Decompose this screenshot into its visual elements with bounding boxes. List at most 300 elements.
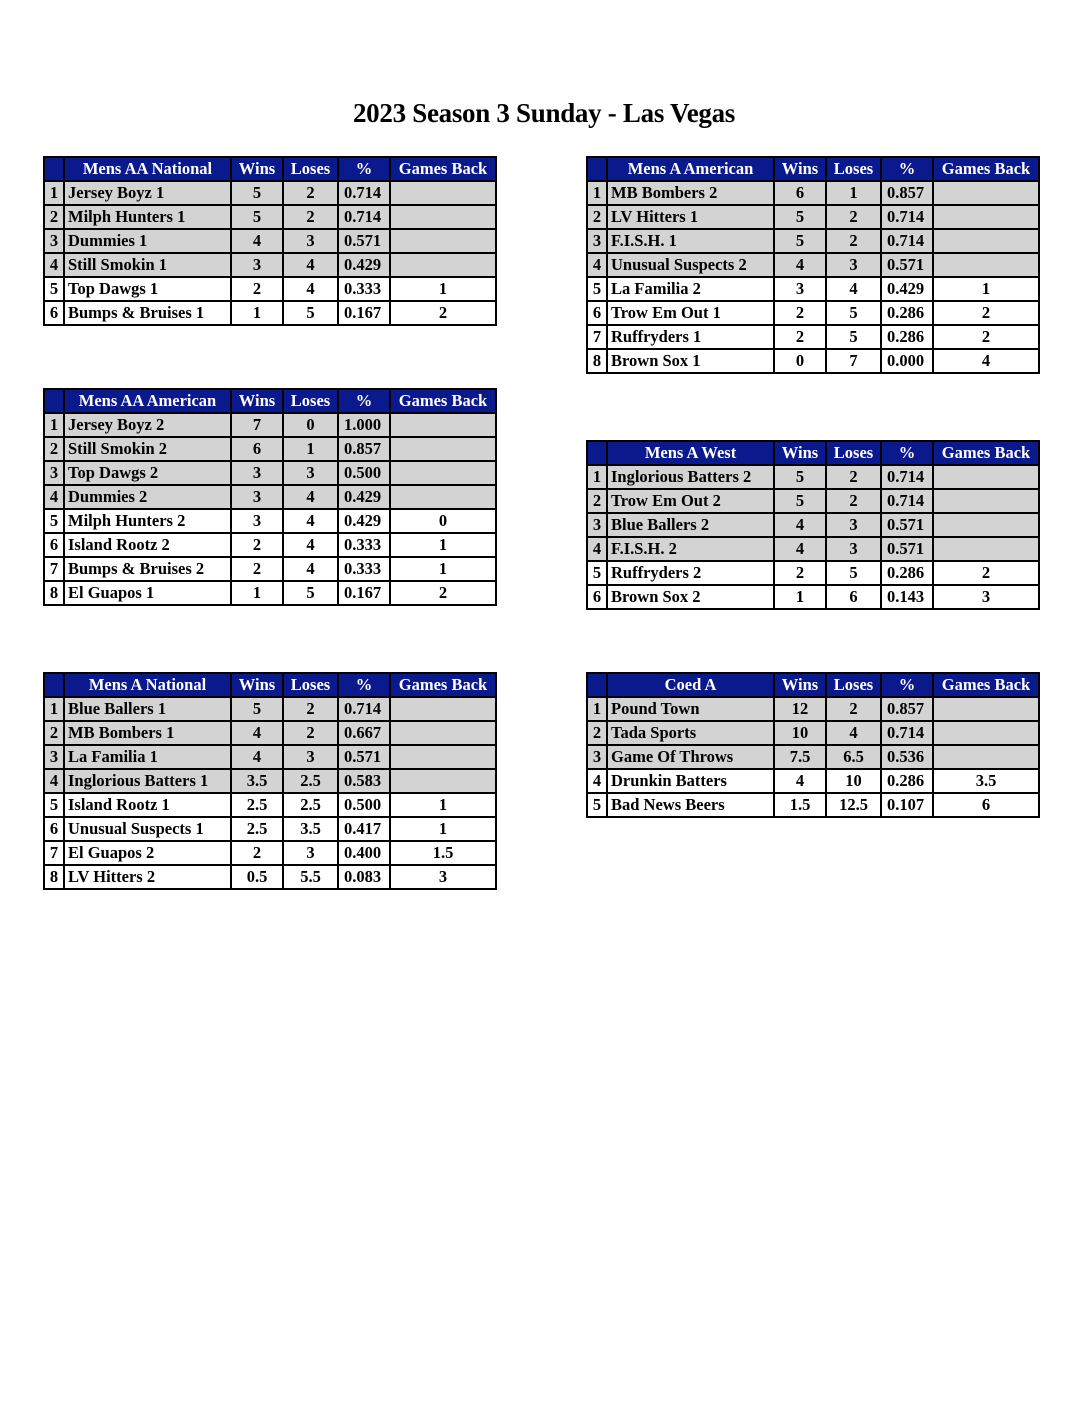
team-name-cell: MB Bombers 2 bbox=[607, 181, 774, 205]
team-name-cell: F.I.S.H. 2 bbox=[607, 537, 774, 561]
table-row bbox=[44, 301, 496, 325]
pct-cell: 1.000 bbox=[338, 413, 390, 437]
pct-header: % bbox=[338, 389, 390, 413]
team-name-cell: Still Smokin 2 bbox=[64, 437, 231, 461]
header-blank bbox=[587, 673, 607, 697]
team-name-cell: Inglorious Batters 1 bbox=[64, 769, 231, 793]
wins-cell: 6 bbox=[231, 437, 283, 461]
team-name-cell: Top Dawgs 2 bbox=[64, 461, 231, 485]
table-row bbox=[44, 205, 496, 229]
wins-cell: 5 bbox=[774, 489, 826, 513]
pct-cell: 0.429 bbox=[881, 277, 933, 301]
table-row bbox=[587, 181, 1039, 205]
games-back-cell bbox=[390, 485, 496, 509]
loses-cell: 6.5 bbox=[826, 745, 881, 769]
games-back-cell bbox=[933, 537, 1039, 561]
division-name: Mens AA National bbox=[64, 157, 231, 181]
wins-cell: 3 bbox=[774, 277, 826, 301]
rank-cell: 5 bbox=[587, 561, 607, 585]
loses-cell: 5 bbox=[283, 581, 338, 605]
games-back-cell: 2 bbox=[933, 301, 1039, 325]
games-back-cell bbox=[390, 253, 496, 277]
rank-cell: 2 bbox=[587, 489, 607, 513]
pct-cell: 0.286 bbox=[881, 301, 933, 325]
games-back-cell bbox=[933, 745, 1039, 769]
table-row bbox=[44, 437, 496, 461]
loses-cell: 2 bbox=[826, 205, 881, 229]
wins-cell: 2.5 bbox=[231, 817, 283, 841]
games-back-cell: 1 bbox=[390, 277, 496, 301]
loses-cell: 5 bbox=[283, 301, 338, 325]
loses-cell: 2 bbox=[283, 181, 338, 205]
rank-cell: 5 bbox=[44, 793, 64, 817]
team-name-cell: Jersey Boyz 1 bbox=[64, 181, 231, 205]
loses-header: Loses bbox=[283, 389, 338, 413]
rank-cell: 5 bbox=[587, 793, 607, 817]
wins-cell: 2 bbox=[774, 561, 826, 585]
games-back-cell bbox=[390, 721, 496, 745]
pct-cell: 0.286 bbox=[881, 561, 933, 585]
table-row bbox=[587, 513, 1039, 537]
table-row bbox=[587, 769, 1039, 793]
team-name-cell: Jersey Boyz 2 bbox=[64, 413, 231, 437]
pct-cell: 0.714 bbox=[881, 489, 933, 513]
games-back-cell bbox=[390, 229, 496, 253]
rank-cell: 2 bbox=[44, 721, 64, 745]
table-row bbox=[587, 585, 1039, 609]
mens-aa-american-table bbox=[43, 388, 497, 606]
rank-cell: 6 bbox=[587, 585, 607, 609]
division-name: Coed A bbox=[607, 673, 774, 697]
rank-cell: 1 bbox=[587, 181, 607, 205]
loses-cell: 5 bbox=[826, 325, 881, 349]
rank-cell: 3 bbox=[587, 229, 607, 253]
rank-cell: 5 bbox=[44, 509, 64, 533]
team-name-cell: Game Of Throws bbox=[607, 745, 774, 769]
pct-header: % bbox=[881, 441, 933, 465]
rank-cell: 2 bbox=[44, 205, 64, 229]
table-row bbox=[44, 745, 496, 769]
rank-cell: 8 bbox=[44, 581, 64, 605]
pct-cell: 0.429 bbox=[338, 509, 390, 533]
wins-cell: 2 bbox=[231, 533, 283, 557]
games-back-cell: 1.5 bbox=[390, 841, 496, 865]
loses-cell: 2 bbox=[283, 205, 338, 229]
loses-cell: 4 bbox=[283, 485, 338, 509]
table-header-row bbox=[44, 389, 496, 413]
rank-cell: 1 bbox=[44, 181, 64, 205]
rank-cell: 4 bbox=[587, 769, 607, 793]
loses-header: Loses bbox=[283, 157, 338, 181]
games-back-cell bbox=[933, 229, 1039, 253]
table-row bbox=[587, 325, 1039, 349]
wins-cell: 5 bbox=[231, 205, 283, 229]
header-blank bbox=[587, 441, 607, 465]
rank-cell: 3 bbox=[44, 745, 64, 769]
loses-cell: 1 bbox=[826, 181, 881, 205]
loses-cell: 3 bbox=[826, 537, 881, 561]
table-row bbox=[587, 277, 1039, 301]
team-name-cell: Island Rootz 1 bbox=[64, 793, 231, 817]
pct-cell: 0.286 bbox=[881, 769, 933, 793]
games-back-cell bbox=[933, 697, 1039, 721]
wins-cell: 2.5 bbox=[231, 793, 283, 817]
team-name-cell: Brown Sox 2 bbox=[607, 585, 774, 609]
table-header-row bbox=[587, 673, 1039, 697]
pct-cell: 0.571 bbox=[881, 513, 933, 537]
loses-cell: 2 bbox=[826, 489, 881, 513]
table-row bbox=[44, 533, 496, 557]
games-back-cell: 2 bbox=[390, 581, 496, 605]
table-row bbox=[587, 489, 1039, 513]
table-row bbox=[44, 793, 496, 817]
games-back-cell bbox=[933, 253, 1039, 277]
wins-cell: 1 bbox=[231, 301, 283, 325]
team-name-cell: Milph Hunters 1 bbox=[64, 205, 231, 229]
pct-cell: 0.714 bbox=[881, 205, 933, 229]
loses-cell: 7 bbox=[826, 349, 881, 373]
wins-cell: 12 bbox=[774, 697, 826, 721]
table-row bbox=[587, 205, 1039, 229]
loses-cell: 4 bbox=[283, 533, 338, 557]
team-name-cell: Island Rootz 2 bbox=[64, 533, 231, 557]
loses-cell: 3 bbox=[283, 461, 338, 485]
wins-cell: 0 bbox=[774, 349, 826, 373]
table-header-row bbox=[587, 441, 1039, 465]
games-back-header: Games Back bbox=[390, 389, 496, 413]
table-row bbox=[44, 229, 496, 253]
wins-cell: 2 bbox=[231, 277, 283, 301]
pct-cell: 0.417 bbox=[338, 817, 390, 841]
wins-cell: 1 bbox=[774, 585, 826, 609]
loses-cell: 4 bbox=[826, 721, 881, 745]
wins-cell: 5 bbox=[774, 229, 826, 253]
loses-header: Loses bbox=[826, 673, 881, 697]
loses-cell: 3 bbox=[283, 841, 338, 865]
table-header-row bbox=[44, 673, 496, 697]
pct-cell: 0.143 bbox=[881, 585, 933, 609]
table-row bbox=[587, 349, 1039, 373]
team-name-cell: El Guapos 2 bbox=[64, 841, 231, 865]
rank-cell: 7 bbox=[587, 325, 607, 349]
games-back-cell: 1 bbox=[390, 793, 496, 817]
coed-a-table bbox=[586, 672, 1040, 818]
pct-cell: 0.536 bbox=[881, 745, 933, 769]
wins-cell: 3 bbox=[231, 485, 283, 509]
header-blank bbox=[44, 157, 64, 181]
wins-cell: 4 bbox=[231, 721, 283, 745]
pct-cell: 0.333 bbox=[338, 557, 390, 581]
wins-cell: 4 bbox=[774, 253, 826, 277]
rank-cell: 6 bbox=[44, 533, 64, 557]
table-row bbox=[44, 413, 496, 437]
team-name-cell: LV Hitters 2 bbox=[64, 865, 231, 889]
wins-cell: 1.5 bbox=[774, 793, 826, 817]
team-name-cell: Unusual Suspects 1 bbox=[64, 817, 231, 841]
table-row bbox=[44, 697, 496, 721]
games-back-cell bbox=[390, 697, 496, 721]
rank-cell: 4 bbox=[587, 537, 607, 561]
team-name-cell: MB Bombers 1 bbox=[64, 721, 231, 745]
wins-header: Wins bbox=[231, 157, 283, 181]
games-back-cell: 3 bbox=[390, 865, 496, 889]
team-name-cell: Trow Em Out 1 bbox=[607, 301, 774, 325]
rank-cell: 4 bbox=[587, 253, 607, 277]
games-back-cell bbox=[390, 181, 496, 205]
rank-cell: 2 bbox=[587, 205, 607, 229]
team-name-cell: Milph Hunters 2 bbox=[64, 509, 231, 533]
rank-cell: 3 bbox=[44, 461, 64, 485]
team-name-cell: Still Smokin 1 bbox=[64, 253, 231, 277]
loses-cell: 6 bbox=[826, 585, 881, 609]
rank-cell: 8 bbox=[587, 349, 607, 373]
pct-cell: 0.857 bbox=[881, 181, 933, 205]
loses-cell: 4 bbox=[283, 557, 338, 581]
loses-cell: 0 bbox=[283, 413, 338, 437]
games-back-cell bbox=[933, 465, 1039, 489]
pct-cell: 0.667 bbox=[338, 721, 390, 745]
team-name-cell: La Familia 1 bbox=[64, 745, 231, 769]
mens-aa-national-table bbox=[43, 156, 497, 326]
wins-cell: 5 bbox=[774, 465, 826, 489]
pct-cell: 0.107 bbox=[881, 793, 933, 817]
wins-cell: 0.5 bbox=[231, 865, 283, 889]
division-name: Mens A West bbox=[607, 441, 774, 465]
pct-cell: 0.333 bbox=[338, 533, 390, 557]
rank-cell: 3 bbox=[587, 745, 607, 769]
games-back-cell: 0 bbox=[390, 509, 496, 533]
wins-cell: 5 bbox=[231, 697, 283, 721]
pct-cell: 0.500 bbox=[338, 793, 390, 817]
team-name-cell: Top Dawgs 1 bbox=[64, 277, 231, 301]
table-row bbox=[587, 721, 1039, 745]
team-name-cell: Unusual Suspects 2 bbox=[607, 253, 774, 277]
table-row bbox=[44, 581, 496, 605]
rank-cell: 7 bbox=[44, 557, 64, 581]
table-row bbox=[44, 485, 496, 509]
loses-cell: 10 bbox=[826, 769, 881, 793]
table-row bbox=[587, 745, 1039, 769]
games-back-cell: 2 bbox=[933, 561, 1039, 585]
pct-cell: 0.429 bbox=[338, 253, 390, 277]
page-title: 2023 Season 3 Sunday - Las Vegas bbox=[352, 98, 736, 128]
table-row bbox=[587, 537, 1039, 561]
table-row bbox=[44, 277, 496, 301]
wins-cell: 7 bbox=[231, 413, 283, 437]
loses-cell: 5.5 bbox=[283, 865, 338, 889]
pct-cell: 0.000 bbox=[881, 349, 933, 373]
loses-cell: 2.5 bbox=[283, 769, 338, 793]
games-back-header: Games Back bbox=[390, 157, 496, 181]
table-row bbox=[587, 465, 1039, 489]
rank-cell: 6 bbox=[44, 301, 64, 325]
pct-cell: 0.857 bbox=[881, 697, 933, 721]
games-back-cell: 1 bbox=[390, 817, 496, 841]
table-row bbox=[44, 253, 496, 277]
team-name-cell: F.I.S.H. 1 bbox=[607, 229, 774, 253]
pct-cell: 0.714 bbox=[338, 205, 390, 229]
team-name-cell: El Guapos 1 bbox=[64, 581, 231, 605]
rank-cell: 4 bbox=[44, 485, 64, 509]
rank-cell: 8 bbox=[44, 865, 64, 889]
division-name: Mens A American bbox=[607, 157, 774, 181]
rank-cell: 4 bbox=[44, 769, 64, 793]
loses-cell: 5 bbox=[826, 561, 881, 585]
wins-header: Wins bbox=[774, 673, 826, 697]
loses-cell: 3 bbox=[283, 229, 338, 253]
pct-cell: 0.083 bbox=[338, 865, 390, 889]
rank-cell: 6 bbox=[587, 301, 607, 325]
pct-cell: 0.286 bbox=[881, 325, 933, 349]
pct-cell: 0.857 bbox=[338, 437, 390, 461]
pct-cell: 0.714 bbox=[881, 721, 933, 745]
loses-header: Loses bbox=[826, 157, 881, 181]
loses-cell: 2 bbox=[283, 721, 338, 745]
pct-cell: 0.583 bbox=[338, 769, 390, 793]
mens-a-american-table bbox=[586, 156, 1040, 374]
loses-cell: 3 bbox=[826, 513, 881, 537]
team-name-cell: LV Hitters 1 bbox=[607, 205, 774, 229]
team-name-cell: Drunkin Batters bbox=[607, 769, 774, 793]
wins-cell: 1 bbox=[231, 581, 283, 605]
wins-cell: 2 bbox=[231, 557, 283, 581]
pct-cell: 0.714 bbox=[338, 181, 390, 205]
wins-cell: 4 bbox=[774, 769, 826, 793]
games-back-cell bbox=[933, 721, 1039, 745]
table-row bbox=[587, 301, 1039, 325]
games-back-header: Games Back bbox=[933, 157, 1039, 181]
games-back-header: Games Back bbox=[933, 673, 1039, 697]
loses-cell: 5 bbox=[826, 301, 881, 325]
games-back-cell bbox=[390, 413, 496, 437]
rank-cell: 2 bbox=[587, 721, 607, 745]
pct-cell: 0.714 bbox=[881, 465, 933, 489]
pct-cell: 0.714 bbox=[338, 697, 390, 721]
pct-cell: 0.571 bbox=[338, 745, 390, 769]
rank-cell: 5 bbox=[587, 277, 607, 301]
games-back-cell bbox=[933, 513, 1039, 537]
wins-cell: 4 bbox=[231, 229, 283, 253]
header-blank bbox=[44, 389, 64, 413]
team-name-cell: Tada Sports bbox=[607, 721, 774, 745]
wins-cell: 2 bbox=[231, 841, 283, 865]
pct-cell: 0.167 bbox=[338, 301, 390, 325]
pct-header: % bbox=[338, 157, 390, 181]
table-row bbox=[44, 865, 496, 889]
wins-cell: 3.5 bbox=[231, 769, 283, 793]
rank-cell: 1 bbox=[587, 465, 607, 489]
pct-cell: 0.714 bbox=[881, 229, 933, 253]
games-back-cell bbox=[390, 461, 496, 485]
wins-header: Wins bbox=[774, 157, 826, 181]
team-name-cell: Pound Town bbox=[607, 697, 774, 721]
loses-cell: 3 bbox=[283, 745, 338, 769]
header-blank bbox=[587, 157, 607, 181]
rank-cell: 7 bbox=[44, 841, 64, 865]
wins-header: Wins bbox=[774, 441, 826, 465]
games-back-cell: 1 bbox=[390, 557, 496, 581]
loses-cell: 4 bbox=[283, 277, 338, 301]
loses-cell: 2 bbox=[826, 465, 881, 489]
table-row bbox=[44, 509, 496, 533]
table-row bbox=[44, 181, 496, 205]
wins-cell: 10 bbox=[774, 721, 826, 745]
division-name: Mens A National bbox=[64, 673, 231, 697]
pct-cell: 0.571 bbox=[881, 537, 933, 561]
team-name-cell: Blue Ballers 2 bbox=[607, 513, 774, 537]
loses-cell: 1 bbox=[283, 437, 338, 461]
loses-header: Loses bbox=[283, 673, 338, 697]
pct-cell: 0.333 bbox=[338, 277, 390, 301]
division-name: Mens AA American bbox=[64, 389, 231, 413]
loses-cell: 2.5 bbox=[283, 793, 338, 817]
games-back-cell: 1 bbox=[390, 533, 496, 557]
games-back-cell bbox=[933, 181, 1039, 205]
pct-cell: 0.167 bbox=[338, 581, 390, 605]
table-row bbox=[44, 721, 496, 745]
games-back-cell: 3 bbox=[933, 585, 1039, 609]
header-blank bbox=[44, 673, 64, 697]
pct-header: % bbox=[338, 673, 390, 697]
games-back-cell: 4 bbox=[933, 349, 1039, 373]
team-name-cell: La Familia 2 bbox=[607, 277, 774, 301]
loses-cell: 3 bbox=[826, 253, 881, 277]
loses-cell: 12.5 bbox=[826, 793, 881, 817]
games-back-cell bbox=[933, 205, 1039, 229]
wins-header: Wins bbox=[231, 389, 283, 413]
table-row bbox=[587, 253, 1039, 277]
table-row bbox=[44, 817, 496, 841]
loses-cell: 2 bbox=[283, 697, 338, 721]
wins-cell: 3 bbox=[231, 461, 283, 485]
loses-cell: 2 bbox=[826, 697, 881, 721]
table-row bbox=[44, 841, 496, 865]
wins-cell: 4 bbox=[231, 745, 283, 769]
wins-cell: 2 bbox=[774, 325, 826, 349]
pct-cell: 0.500 bbox=[338, 461, 390, 485]
team-name-cell: Ruffryders 2 bbox=[607, 561, 774, 585]
table-row bbox=[44, 557, 496, 581]
table-row bbox=[587, 229, 1039, 253]
pct-cell: 0.571 bbox=[881, 253, 933, 277]
rank-cell: 3 bbox=[587, 513, 607, 537]
games-back-cell bbox=[933, 489, 1039, 513]
games-back-cell: 1 bbox=[933, 277, 1039, 301]
team-name-cell: Bad News Beers bbox=[607, 793, 774, 817]
mens-a-national-table bbox=[43, 672, 497, 890]
table-row bbox=[587, 697, 1039, 721]
table-header-row bbox=[587, 157, 1039, 181]
wins-cell: 3 bbox=[231, 253, 283, 277]
wins-cell: 7.5 bbox=[774, 745, 826, 769]
loses-cell: 3.5 bbox=[283, 817, 338, 841]
games-back-cell bbox=[390, 205, 496, 229]
wins-cell: 5 bbox=[774, 205, 826, 229]
table-row bbox=[44, 769, 496, 793]
wins-cell: 4 bbox=[774, 537, 826, 561]
loses-cell: 4 bbox=[826, 277, 881, 301]
loses-cell: 4 bbox=[283, 509, 338, 533]
team-name-cell: Ruffryders 1 bbox=[607, 325, 774, 349]
games-back-header: Games Back bbox=[933, 441, 1039, 465]
games-back-cell bbox=[390, 745, 496, 769]
rank-cell: 4 bbox=[44, 253, 64, 277]
team-name-cell: Dummies 2 bbox=[64, 485, 231, 509]
rank-cell: 1 bbox=[44, 413, 64, 437]
wins-cell: 2 bbox=[774, 301, 826, 325]
pct-header: % bbox=[881, 673, 933, 697]
team-name-cell: Blue Ballers 1 bbox=[64, 697, 231, 721]
